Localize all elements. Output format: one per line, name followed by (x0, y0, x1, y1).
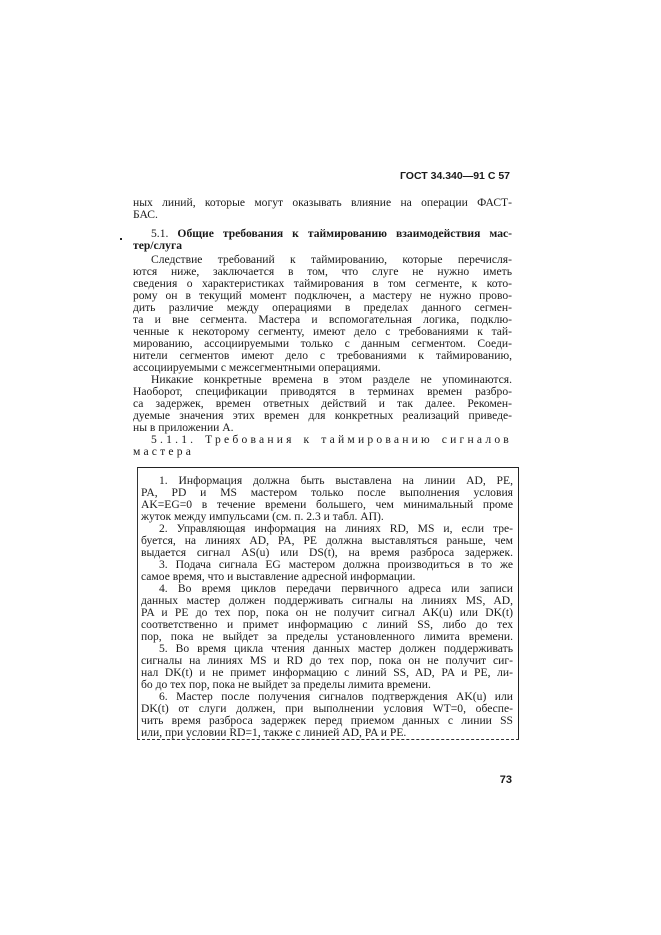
requirement-line: буется, на линиях AD, PA, PE должна выставляться раньше, чем (141, 534, 513, 547)
requirement-line: 5. Во время цикла чтения данных мастер должен поддерживать (159, 642, 513, 655)
text-line: та и вне сегмента. Мастера и вспомогательная логика, подклю- (133, 313, 512, 326)
text-line: дить различие между операциями в пределах данного сегмен- (133, 301, 512, 314)
requirement-line: выдается сигнал AS(u) или DS(t), на время разброса задержек. (141, 546, 513, 559)
subsection-heading-cont: мастера (133, 445, 195, 458)
requirement-line: PA, PD и MS мастером только после выполнения условия (141, 486, 513, 499)
requirement-line: 1. Информация должна быть выставлена на линии AD, PE, (159, 474, 513, 487)
text-line: БАС. (133, 208, 158, 221)
text-line: са задержек, времен ответных действий и так далее. Рекомен- (133, 397, 512, 410)
requirement-line: сигналы на линиях MS и RD до тех пор, пока он не получит сиг- (141, 654, 513, 667)
text-line: ных линий, которые могут оказывать влияние на операции ФАСТ- (133, 196, 512, 209)
subsection-heading: 5.1.1. Требования к таймированию сигналов (151, 433, 512, 446)
scan-speck (120, 238, 122, 240)
text-line: ассоциируемыми с межсегментными операциями. (133, 361, 381, 374)
text-line: нители сегментов имеют дело с требованиями к таймированию, (133, 349, 512, 362)
text-line: мированию, ассоциируемыми только с данным сегментом. Соеди- (133, 337, 512, 350)
text-line: Следствие требований к таймированию, которые перечисля- (151, 253, 512, 266)
requirement-line: 4. Во время циклов передачи первичного адреса или записи (159, 582, 513, 595)
section-title-cont: тер/слуга (133, 239, 183, 252)
text-line: сведения о характеристиках таймирования в том сегменте, к кото- (133, 277, 512, 290)
requirement-line: бо до тех пор, пока не выйдет за пределы лимита времени. (141, 678, 431, 691)
requirement-line: самое время, что и выставление адресной информации. (141, 570, 416, 583)
section-title: Общие требования к таймированию взаимодействия мас- (177, 227, 513, 240)
box-bottom-rule (137, 739, 519, 740)
requirement-line: AK=EG=0 в течение времени большего, чем минимальный проме (141, 498, 513, 511)
text-line: рому он в текущий момент подключен, а мастеру не нужно прово- (133, 289, 512, 302)
running-header: ГОСТ 34.340—91 С 57 (399, 170, 510, 182)
body-text (133, 254, 512, 458)
intro-fragment (133, 197, 512, 221)
requirement-line: PA и PE до тех пор, пока он не получит сигнал AK(u) или DK(t) (141, 606, 513, 619)
requirement-line: 2. Управляющая информация на линиях RD, MS и, если тре- (159, 522, 513, 535)
text-line: ны в приложении А. (133, 421, 234, 434)
section-heading (133, 228, 512, 252)
requirement-line: DK(t) от слуги должен, при выполнении условия WT=0, обеспе- (141, 702, 513, 715)
requirement-line: 6. Мастер после получения сигналов подтверждения AK(u) или (159, 690, 513, 703)
requirement-line: или, при условии RD=1, также с линией AD, PA и PE. (141, 726, 407, 739)
page-number: 73 (499, 774, 512, 786)
requirement-line: 3. Подача сигнала EG мастером должна производиться в то же (159, 558, 513, 571)
text-line: Наоборот, спецификации приводятся в терминах времен разбро- (133, 385, 512, 398)
requirement-line: жуток между импульсами (см. п. 2.3 и табл. АП). (141, 510, 384, 523)
requirements-box (137, 467, 519, 739)
requirement-line: чить время разброса задержек перед приемом данных с линии SS (141, 714, 513, 727)
text-line: Никакие конкретные времена в этом разделе не упоминаются. (151, 373, 512, 386)
requirement-line: нал DK(t) и не примет информацию с линий SS, AD, PA и PE, ли- (141, 666, 513, 679)
text-line: ются ниже, заключается в том, что слуге не нужно иметь (133, 265, 512, 278)
requirement-line: данных мастер должен поддерживать сигналы на линиях MS, AD, (141, 594, 513, 607)
requirement-line: пор, пока не выйдет за пределы установленного лимита времени. (141, 630, 513, 643)
section-number: 5.1. (151, 227, 169, 240)
text-line: ченные к некоторому сегменту, имеют дело с требованиями к тай- (133, 325, 512, 338)
text-line: дуемые значения этих времен для конкретных реализаций приведе- (133, 409, 512, 422)
requirement-line: соответственно и примет информацию с линий SS, либо до тех (141, 618, 513, 631)
